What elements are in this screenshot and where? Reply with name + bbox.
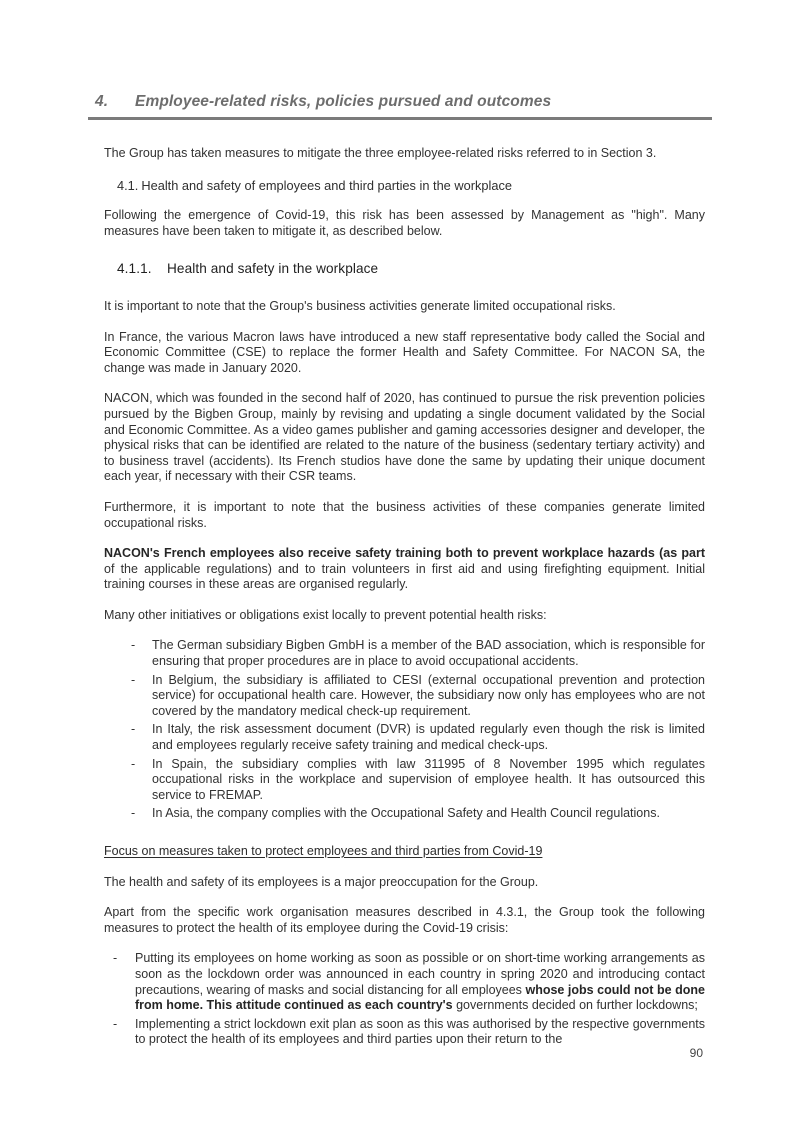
paragraph-france: In France, the various Macron laws have introduced a new staff representative body called the Social and Economic Committee (CSE) to replace the former Health and Safety Committee. For NACON SA, the change was made in January 2020. [104, 329, 705, 375]
list-item [104, 1017, 705, 1048]
paragraph-furthermore: Furthermore, it is important to note that the business activities of these companies generate limited occupational risks. [104, 499, 705, 530]
list-item [104, 638, 705, 669]
list-item [104, 806, 705, 822]
list-item [104, 757, 705, 804]
paragraph-local-initiatives-intro: Many other initiatives or obligations exist locally to prevent potential health risks: [104, 607, 547, 622]
subsection-4-1-1-heading [117, 261, 705, 277]
paragraph-intro: The Group has taken measures to mitigate the three employee-related risks referred to in Section 3. [104, 146, 657, 160]
section-title: Employee-related risks, policies pursued and outcomes [135, 93, 552, 110]
paragraph-limited-risks: It is important to note that the Group's business activities generate limited occupational risks. [104, 298, 616, 313]
subsection-title: Health and safety in the workplace [167, 261, 379, 277]
page-number: 90 [689, 1046, 703, 1060]
covid-measure-bold: whose jobs could not be done from home. This attitude continued as each country's [135, 982, 705, 1013]
bullet-marker: - [113, 951, 118, 966]
paragraph-health-priority: The health and safety of its employees is a major preoccupation for the Group. [104, 874, 539, 889]
list-item [104, 951, 705, 1013]
focus-heading: Focus on measures taken to protect employees and third parties from Covid-19 [104, 844, 543, 858]
list-item [104, 673, 705, 720]
subsection-4-1-heading [117, 178, 705, 194]
paragraph-apart: Apart from the specific work organisation measures described in 4.3.1, the Group took the following measures to protect the health of its employee during the Covid-19 crisis: [104, 905, 705, 935]
covid-measure-part3: governments decided on further lockdowns; [452, 998, 698, 1013]
paragraph-safety-training [104, 546, 705, 593]
list-item-text: In Spain, the subsidiary complies with law 311995 of 8 November 1995 which regulates occupational risks in the workplace and supervision of employee health. It has outsourced this service to FREMAP. [152, 756, 705, 802]
paragraph-nacon: NACON, which was founded in the second half of 2020, has continued to pursue the risk prevention policies pursued by the Bigben Group, mainly by revising and updating a single document validated by the Social and Economic Committee. As a video games publisher and gaming accessories designer and developer, the physical risks that can be identified are related to the nature of the business (sedentary tertiary activity) and to business travel (accidents). Its French studios have done the same by updating their unique document each year, if necessary with their CSR teams. [104, 391, 705, 484]
bullet-marker: - [113, 1016, 118, 1031]
heading-rule [88, 117, 712, 120]
covid-measure-part1: Putting its employees on home working as soon as possible or on short-time working arrangements as soon as the lockdown order was announced in each country in spring 2020 and introducing contact precautions, wearing of masks and social distancing for all employees [135, 951, 705, 997]
list-item-text: In Italy, the risk assessment document (DVR) is updated regularly even though the risk is limited and employees regularly receive safety training and medical check-ups. [152, 722, 705, 753]
section-number: 4. [95, 93, 109, 110]
section-heading [95, 93, 705, 111]
safety-training-lead: NACON's French employees also receive safety training both to prevent workplace hazards (as part [104, 546, 705, 561]
bullet-marker: - [131, 672, 136, 687]
covid-measures-list [104, 951, 705, 1048]
local-initiatives-list [104, 638, 705, 822]
bullet-marker: - [131, 806, 136, 821]
bullet-marker: - [131, 638, 136, 653]
list-item-text: In Asia, the company complies with the Occupational Safety and Health Council regulations. [152, 806, 660, 821]
list-item [104, 722, 705, 753]
subsection-number: 4.1. [117, 177, 139, 193]
bullet-marker: - [131, 756, 136, 771]
subsection-title: Health and safety of employees and third parties in the workplace [141, 177, 512, 193]
list-item-text: In Belgium, the subsidiary is affiliated to CESI (external occupational prevention and protection service) for occupational health care. However, the subsidiary now only has employees who are not covered by the mandatory medical check-up requirement. [152, 672, 705, 718]
bullet-marker: - [131, 722, 136, 737]
safety-training-rest: of the applicable regulations) and to train volunteers in first aid and using firefighting equipment. Initial training courses in these areas are organised regularly. [104, 561, 705, 592]
list-item-text [135, 951, 705, 1013]
paragraph-covid-assessment: Following the emergence of Covid-19, this risk has been assessed by Management as "high". Many measures have been taken to mitigate it, as described below. [104, 208, 705, 238]
list-item-text: Implementing a strict lockdown exit plan as soon as this was authorised by the respective governments to protect the health of its employees and third parties upon their return to the [135, 1016, 705, 1047]
list-item-text: The German subsidiary Bigben GmbH is a member of the BAD association, which is responsible for ensuring that proper procedures are in place to avoid occupational accidents. [152, 638, 705, 669]
subsection-number: 4.1.1. [117, 261, 152, 277]
